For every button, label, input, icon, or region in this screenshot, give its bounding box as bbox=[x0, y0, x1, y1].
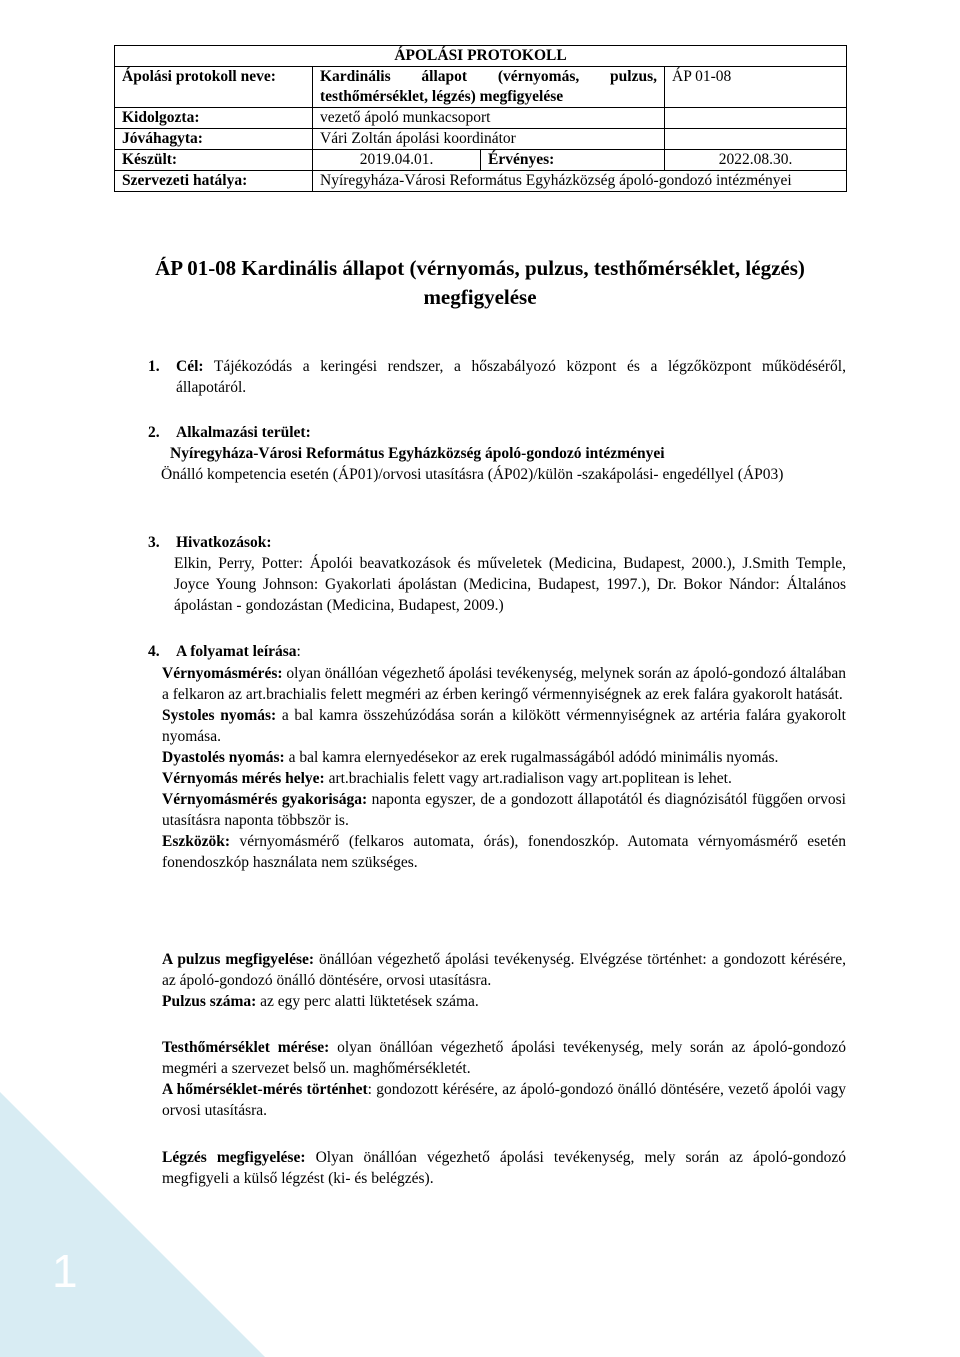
section-references bbox=[148, 532, 846, 616]
temperature-block bbox=[162, 1037, 846, 1121]
protocol-code: ÁP 01-08 bbox=[665, 67, 847, 108]
section-goal bbox=[148, 356, 846, 398]
bp-site-text: art.brachialis felett vagy art.radialison vagy art.poplitean is lehet. bbox=[324, 770, 732, 787]
bp-text: olyan önállóan végezhető ápolási tevékenység, melynek során az ápoló-gondozó általában a felkaron az art.brachialis felett megméri az érben keringő vérmennyiségnek az erek falára gyakorolt hatását. bbox=[162, 665, 846, 703]
section-number: 4. bbox=[148, 643, 160, 660]
pulse-block bbox=[162, 949, 846, 1012]
approved-value: Vári Zoltán ápolási koordinátor bbox=[313, 129, 665, 150]
section-number: 2. bbox=[148, 424, 160, 441]
section-label: A folyamat leírása bbox=[176, 643, 297, 660]
protocol-name-value: Kardinális állapot (vérnyomás, pulzus, testhőmérséklet, légzés) megfigyelése bbox=[313, 67, 665, 108]
bp-label: Vérnyomásmérés: bbox=[162, 665, 283, 682]
approved-label: Jóváhagyta: bbox=[115, 129, 313, 150]
empty-cell bbox=[665, 129, 847, 150]
table-heading: ÁPOLÁSI PROTOKOLL bbox=[115, 46, 847, 67]
tools-text: vérnyomásmérő (felkaros automata, órás), fonendoszkóp. Automata vérnyomásmérő esetén fonendoszkóp használata nem szükséges. bbox=[162, 833, 846, 871]
prepared-value: vezető ápoló munkacsoport bbox=[313, 108, 665, 129]
protocol-name-label: Ápolási protokoll neve: bbox=[115, 67, 313, 108]
bp-frequency-text: naponta egyszer, de a gondozott állapotától és diagnózisától függően orvosi utasításra naponta többször is. bbox=[162, 791, 846, 829]
scope-label: Szervezeti hatálya: bbox=[115, 171, 313, 192]
scope-institution: Nyíregyháza-Városi Református Egyházközség ápoló-gondozó intézményei bbox=[170, 445, 665, 462]
document-title: ÁP 01-08 Kardinális állapot (vérnyomás, pulzus, testhőmérséklet, légzés) megfigyelése bbox=[155, 256, 805, 309]
section-scope bbox=[148, 422, 846, 485]
page-number: 1 bbox=[52, 1245, 78, 1297]
section-label: Alkalmazási terület: bbox=[176, 424, 311, 441]
section-process bbox=[148, 641, 846, 662]
systolic-text: a bal kamra összehúzódása során a kilökött vérmennyiségnek az artéria falára gyakorolt nyomása. bbox=[162, 707, 846, 745]
diastolic-label: Dyastolés nyomás: bbox=[162, 749, 285, 766]
label-colon: : bbox=[296, 643, 301, 660]
pulse-text: önállóan végezhető ápolási tevékenység. Elvégzése történhet: a gondozott kérésére, az ápoló-gondozó önálló döntésére, orvosi utasításra. bbox=[162, 951, 846, 989]
diastolic-text: a bal kamra elernyedésekor az erek rugalmasságából adódó minimális nyomás. bbox=[284, 749, 779, 766]
pulse-count-text: az egy perc alatti lüktetések száma. bbox=[256, 993, 479, 1010]
breathing-text: Olyan önállóan végezhető ápolási tevékenység, mely során az ápoló-gondozó megfigyeli a külső légzést (ki- és belégzés). bbox=[162, 1149, 846, 1187]
tools-label: Eszközök: bbox=[162, 833, 231, 850]
temp-text: olyan önállóan végezhető ápolási tevékenység, mely során az ápoló-gondozó megméri a szervezet belső un. maghőmérsékletét. bbox=[162, 1039, 846, 1077]
valid-value: 2022.08.30. bbox=[665, 150, 847, 171]
breathing-label: Légzés megfigyelése: bbox=[162, 1149, 306, 1166]
breathing-block bbox=[162, 1147, 846, 1189]
scope-value: Nyíregyháza-Városi Református Egyházközség ápoló-gondozó intézményei bbox=[313, 171, 847, 192]
made-value: 2019.04.01. bbox=[313, 150, 481, 171]
temp-label: Testhőmérséklet mérése: bbox=[162, 1039, 330, 1056]
empty-cell bbox=[665, 108, 847, 129]
prepared-label: Kidolgozta: bbox=[115, 108, 313, 129]
systolic-label: Systoles nyomás: bbox=[162, 707, 277, 724]
blood-pressure-block bbox=[162, 663, 846, 873]
section-label: Hivatkozások: bbox=[176, 534, 272, 551]
bp-site-label: Vérnyomás mérés helye: bbox=[162, 770, 325, 787]
section-number: 3. bbox=[148, 534, 160, 551]
section-label: Cél: bbox=[176, 358, 204, 375]
temp-when-text: : gondozott kérésére, az ápoló-gondozó önálló döntésére, vezető ápolói vagy orvosi utasításra. bbox=[162, 1081, 846, 1119]
made-label: Készült: bbox=[115, 150, 313, 171]
section-text: Tájékozódás a keringési rendszer, a hőszabályozó központ és a légzőközpont működéséről, állapotáról. bbox=[176, 358, 846, 396]
section-number: 1. bbox=[148, 358, 160, 375]
protocol-header-table bbox=[114, 45, 847, 192]
temp-when-label: A hőmérséklet-mérés történhet bbox=[162, 1081, 368, 1098]
section-text: Önálló kompetencia esetén (ÁP01)/orvosi utasításra (ÁP02)/külön -szakápolási- engedéllyel (ÁP03) bbox=[161, 466, 784, 483]
bp-frequency-label: Vérnyomásmérés gyakorisága: bbox=[162, 791, 368, 808]
valid-label: Érvényes: bbox=[481, 150, 665, 171]
pulse-label: A pulzus megfigyelése: bbox=[162, 951, 315, 968]
corner-decoration bbox=[0, 1092, 265, 1357]
pulse-count-label: Pulzus száma: bbox=[162, 993, 257, 1010]
section-text: Elkin, Perry, Potter: Ápolói beavatkozások és műveletek (Medicina, Budapest, 2000.), J.Smith Temple, Joyce Young Johnson: Gyakorlati ápolástan (Medicina, Budapest, 1997.), Dr. Bokor Nándor: Általános ápolástan - gondozástan (Medicina, Budapest, 2009.) bbox=[174, 555, 846, 614]
